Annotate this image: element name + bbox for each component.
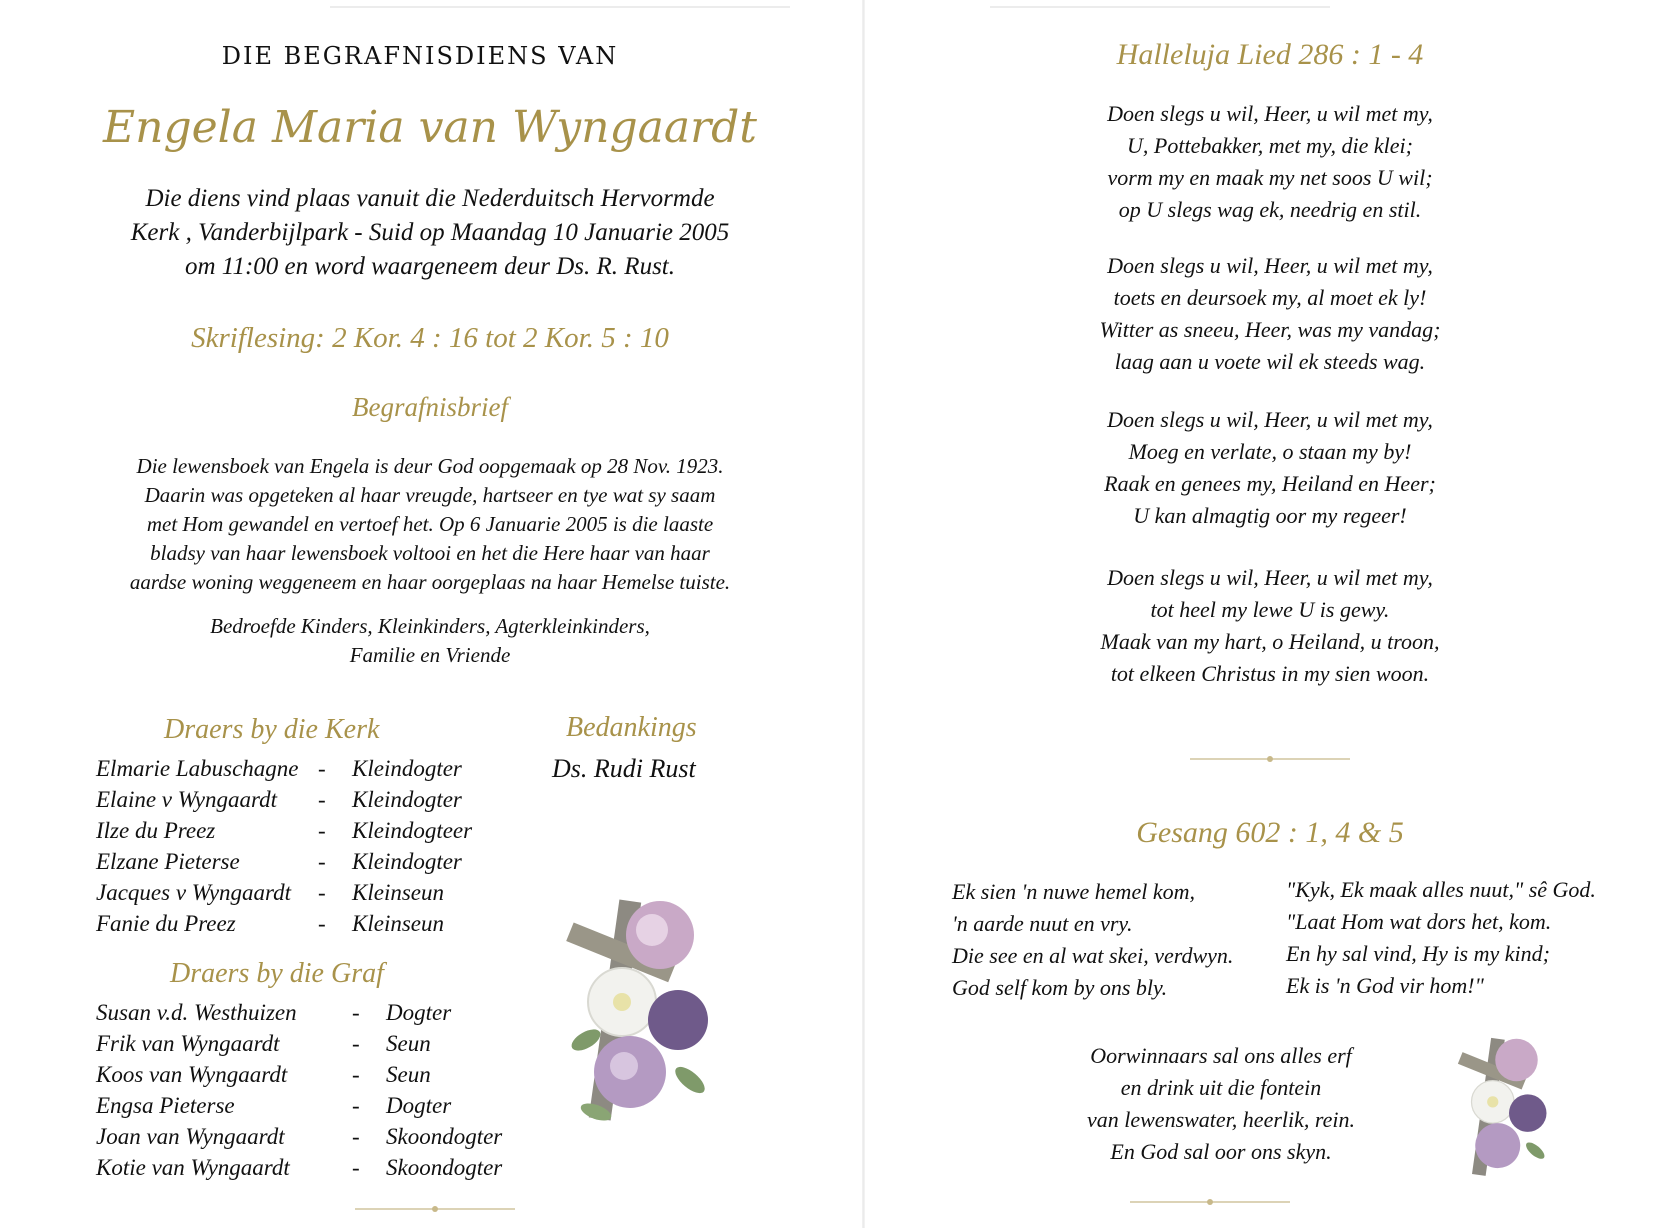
bearer-name: Fanie du Preez (96, 911, 236, 936)
stanza-line: Maak van my hart, o Heiland, u troon, (1100, 629, 1440, 654)
ornament-divider (355, 1205, 515, 1213)
signoff (80, 612, 780, 670)
stanza-line: en drink uit die fontein (1120, 1075, 1322, 1100)
hymn1-title: Halleluja Lied 286 : 1 - 4 (1116, 38, 1424, 71)
service-line: om 11:00 en word waargeneem deur Ds. R. Rust. (185, 253, 675, 280)
stanza-line: Doen slegs u wil, Heer, u wil met my, (1107, 407, 1433, 432)
signoff-line: Bedroefde Kinders, Kleinkinders, Agterkleinkinders, (210, 614, 650, 638)
cross-flowers-illustration-small (1454, 1030, 1554, 1190)
stanza-line: Ek is 'n God vir hom!" (1286, 973, 1484, 998)
bearer-name: Elzane Pieterse (96, 849, 240, 874)
hymn2-title: Gesang 602 : 1, 4 & 5 (1136, 816, 1404, 849)
list-item (96, 880, 536, 911)
bearer-relation: Kleindogter (352, 787, 462, 812)
page-fold (862, 0, 865, 1228)
bearer-relation: Skoondogter (386, 1124, 503, 1149)
bearer-relation: Kleindogter (352, 756, 462, 781)
bearer-relation: Kleinseun (352, 911, 444, 936)
service-line: Die diens vind plaas vanuit die Nederduitsch Hervormde (145, 185, 715, 212)
stanza-line: Moeg en verlate, o staan my by! (1128, 439, 1412, 464)
list-item (96, 849, 536, 880)
signoff-line: Familie en Vriende (349, 643, 511, 667)
service-line: Kerk , Vanderbijlpark - Suid op Maandag 10 Januarie 2005 (130, 219, 730, 246)
hymn1-stanza-4 (866, 562, 1674, 690)
stanza-line: Doen slegs u wil, Heer, u wil met my, (1107, 101, 1433, 126)
dash: - (352, 1093, 360, 1118)
hymn2-stanza-a (952, 876, 1312, 1004)
bearer-relation: Kleinseun (352, 880, 444, 905)
stanza-line: toets en deursoek my, al moet ek ly! (1113, 285, 1427, 310)
stanza-line: En hy sal vind, Hy is my kind; (1286, 941, 1550, 966)
letter-line: bladsy van haar lewensboek voltooi en het die Here haar van haar (150, 541, 710, 565)
stanza-line: God self kom by ons bly. (952, 975, 1168, 1000)
hymn1-stanza-2 (866, 250, 1674, 378)
letter-line: Die lewensboek van Engela is deur God oopgemaak op 28 Nov. 1923. (136, 454, 724, 478)
list-item (96, 818, 536, 849)
bearer-name: Frik van Wyngaardt (96, 1031, 280, 1056)
bearer-relation: Kleindogteer (352, 818, 473, 843)
stanza-line: laag aan u voete wil ek steeds wag. (1114, 349, 1426, 374)
hymn2-stanza-c (1016, 1040, 1426, 1168)
bearer-name: Ilze du Preez (96, 818, 216, 843)
bearers-church-title: Draers by die Kerk (164, 714, 380, 745)
bearer-name: Elmarie Labuschagne (96, 756, 299, 781)
list-item (96, 787, 536, 818)
letter-line: met Hom gewandel en vertoef het. Op 6 Januarie 2005 is die laaste (146, 512, 714, 536)
stanza-line: 'n aarde nuut en vry. (952, 911, 1133, 936)
list-item (96, 1093, 536, 1124)
ornament-divider (1190, 755, 1350, 763)
bearers-grave-list (96, 1000, 536, 1186)
bearer-name: Jacques v Wyngaardt (96, 880, 292, 905)
bearers-grave-title: Draers by die Graf (170, 958, 384, 989)
service-details (60, 182, 800, 284)
stanza-line: vorm my en maak my net soos U wil; (1107, 165, 1433, 190)
scripture-reading: Skriflesing: 2 Kor. 4 : 16 tot 2 Kor. 5 : 10 (191, 322, 669, 354)
stanza-line: En God sal oor ons skyn. (1110, 1139, 1332, 1164)
bearers-church-list (96, 756, 536, 942)
stanza-line: U kan almagtig oor my regeer! (1133, 503, 1407, 528)
stanza-line: "Kyk, Ek maak alles nuut," sê God. (1286, 877, 1596, 902)
dash: - (318, 849, 326, 874)
dash: - (352, 1031, 360, 1056)
bearer-relation: Dogter (386, 1093, 452, 1118)
hymn2-stanza-b (1286, 874, 1666, 1002)
funeral-letter (80, 452, 780, 597)
dash: - (352, 1062, 360, 1087)
bearer-name: Koos van Wyngaardt (96, 1062, 288, 1087)
dash: - (352, 1000, 360, 1025)
right-page (866, 0, 1674, 1228)
stanza-line: Doen slegs u wil, Heer, u wil met my, (1107, 565, 1433, 590)
letter-line: aardse woning weggeneem en haar oorgeplaas na haar Hemelse tuiste. (129, 570, 731, 594)
stanza-line: Witter as sneeu, Heer, was my vandag; (1099, 317, 1441, 342)
list-item (96, 756, 536, 787)
hymn1-stanza-3 (866, 404, 1674, 532)
stanza-line: Ek sien 'n nuwe hemel kom, (952, 879, 1195, 904)
thanks-name: Ds. Rudi Rust (552, 754, 696, 783)
bearer-relation: Dogter (386, 1000, 452, 1025)
bearer-name: Joan van Wyngaardt (96, 1124, 285, 1149)
bearer-relation: Seun (386, 1031, 431, 1056)
dash: - (318, 818, 326, 843)
cross-flowers-illustration (560, 890, 720, 1140)
stanza-line: tot heel my lewe U is gewy. (1150, 597, 1390, 622)
letter-title: Begrafnisbrief (352, 392, 508, 422)
stanza-line: Oorwinnaars sal ons alles erf (1090, 1043, 1352, 1068)
list-item (96, 1031, 536, 1062)
list-item (96, 1000, 536, 1031)
dash: - (318, 756, 326, 781)
letter-line: Daarin was opgeteken al haar vreugde, hartseer en tye wat sy saam (144, 483, 716, 507)
stanza-line: Doen slegs u wil, Heer, u wil met my, (1107, 253, 1433, 278)
list-item (96, 1155, 536, 1186)
stanza-line: op U slegs wag ek, needrig en stil. (1118, 197, 1422, 222)
dash: - (318, 787, 326, 812)
list-item (96, 1124, 536, 1155)
deceased-name: Engela Maria van Wyngaardt (103, 102, 757, 153)
dash: - (318, 911, 326, 936)
stanza-line: tot elkeen Christus in my sien woon. (1110, 661, 1430, 686)
bearer-name: Susan v.d. Westhuizen (96, 1000, 297, 1025)
bearer-name: Kotie van Wyngaardt (96, 1155, 290, 1180)
dash: - (352, 1155, 360, 1180)
dash: - (352, 1124, 360, 1149)
stanza-line: Raak en genees my, Heiland en Heer; (1104, 471, 1436, 496)
bearer-relation: Kleindogter (352, 849, 462, 874)
stanza-line: U, Pottebakker, met my, die klei; (1127, 133, 1413, 158)
stanza-line: Die see en al wat skei, verdwyn. (952, 943, 1234, 968)
bearer-name: Elaine v Wyngaardt (96, 787, 277, 812)
thanks-title: Bedankings (566, 712, 697, 743)
service-heading: DIE BEGRAFNISDIENS VAN (221, 42, 619, 70)
list-item (96, 1062, 536, 1093)
bearer-name: Engsa Pieterse (96, 1093, 235, 1118)
dash: - (318, 880, 326, 905)
stanza-line: "Laat Hom wat dors het, kom. (1286, 909, 1552, 934)
stanza-line: van lewenswater, heerlik, rein. (1086, 1107, 1356, 1132)
hymn1-stanza-1 (866, 98, 1674, 226)
bearer-relation: Seun (386, 1062, 431, 1087)
ornament-divider (1130, 1198, 1290, 1206)
bearer-relation: Skoondogter (386, 1155, 503, 1180)
list-item (96, 911, 536, 942)
